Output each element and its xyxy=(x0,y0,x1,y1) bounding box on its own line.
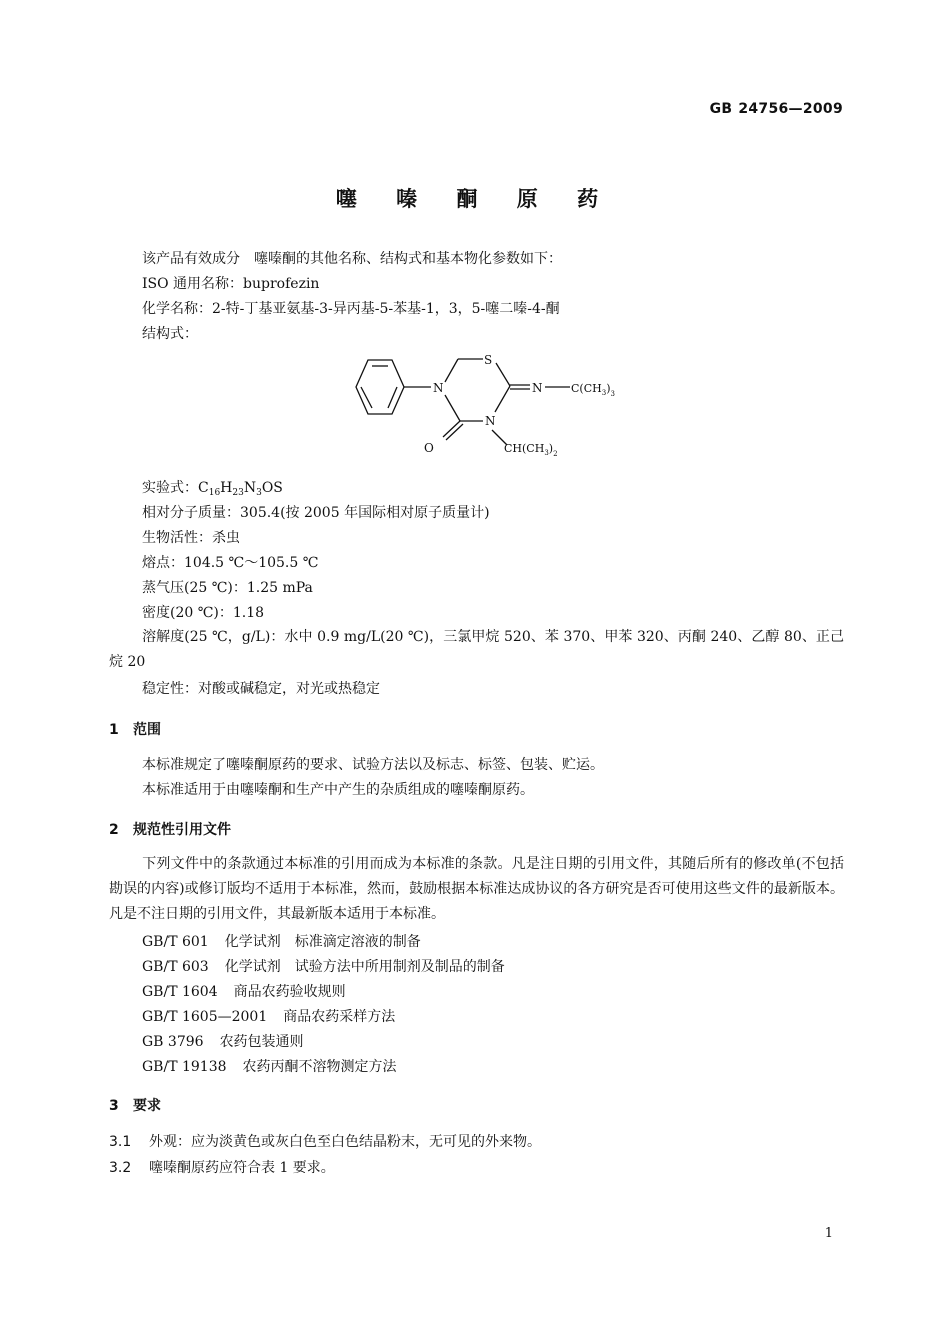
molar-mass: 相对分子质量：305.4(按 2005 年国际相对原子质量计) xyxy=(142,505,490,521)
vapor-pressure: 蒸气压(25 ℃)：1.25 mPa xyxy=(142,580,313,596)
page-number: 1 xyxy=(824,1226,833,1241)
atom-n-bottom: N xyxy=(485,414,496,428)
section-1-paragraph: 本标准适用于由噻嗪酮和生产中产生的杂质组成的噻嗪酮原药。 xyxy=(142,782,534,798)
requirement-item: 3.2 噻嗪酮原药应符合表 1 要求。 xyxy=(109,1160,335,1176)
section-1-paragraph: 本标准规定了噻嗪酮原药的要求、试验方法以及标志、标签、包装、贮运。 xyxy=(142,757,604,773)
reference-item: GB 3796 农药包装通则 xyxy=(142,1034,304,1050)
section-3-heading: 3 要求 xyxy=(109,1098,161,1114)
atom-o: O xyxy=(424,441,434,455)
standard-code: 24756—2009 xyxy=(738,101,843,117)
reference-item: GB/T 1605—2001 商品农药采样方法 xyxy=(142,1009,396,1025)
section-2-heading: 2 规范性引用文件 xyxy=(109,822,231,838)
empirical-formula: 实验式：$C_{16}H_{23}N_3OS$ xyxy=(142,480,283,498)
requirement-item: 3.1 外观：应为淡黄色或灰白色至白色结晶粉末，无可见的外来物。 xyxy=(109,1134,541,1150)
section-1-heading: 1 范围 xyxy=(109,722,161,738)
structural-formula xyxy=(330,345,640,465)
atom-n-exo: N xyxy=(532,381,543,395)
reference-item: GB/T 601 化学试剂 标准滴定溶液的制备 xyxy=(142,934,421,950)
stability: 稳定性：对酸或碱稳定，对光或热稳定 xyxy=(142,681,380,697)
intro-line: 该产品有效成分 噻嗪酮的其他名称、结构式和基本物化参数如下： xyxy=(142,251,562,267)
density: 密度(20 ℃)：1.18 xyxy=(142,605,265,621)
benzene-ring xyxy=(356,360,404,414)
standard-prefix: GB xyxy=(709,101,733,117)
chemical-name: 化学名称：2-特-丁基亚氨基-3-异丙基-5-苯基-1，3，5-噻二嗪-4-酮 xyxy=(142,301,560,317)
reference-item: GB/T 19138 农药丙酮不溶物测定方法 xyxy=(142,1059,397,1075)
solubility: 溶解度(25 ℃，g/L)：水中 0.9 mg/L(20 ℃)，三氯甲烷 520、苯 370、甲苯 320、丙酮 240、乙醇 80、正己烷 20 xyxy=(109,629,844,670)
tert-butyl-group: $C(CH_3)_3$ xyxy=(571,382,615,398)
section-2-paragraph: 下列文件中的条款通过本标准的引用而成为本标准的条款。凡是注日期的引用文件，其随后所有的修改单(不包括勘误的内容)或修订版均不适用于本标准，然而，鼓励根据本标准达成协议的各方研究是否可使用这些文件的最新版本。凡是不注日期的引用文件，其最新版本适用于本标准。 xyxy=(109,856,844,922)
page-title: 噻 嗪 酮 原 药 xyxy=(335,187,615,211)
biological-activity: 生物活性：杀虫 xyxy=(142,530,240,546)
atom-n-left: N xyxy=(433,381,444,395)
standard-number xyxy=(710,101,843,117)
reference-item: GB/T 1604 商品农药验收规则 xyxy=(142,984,346,1000)
reference-item: GB/T 603 化学试剂 试验方法中所用制剂及制品的制备 xyxy=(142,959,505,975)
melting-point: 熔点：104.5 ℃～105.5 ℃ xyxy=(142,555,319,571)
thiadiazinane-ring-bonds xyxy=(404,359,570,445)
isopropyl-group: $CH(CH_3)_2$ xyxy=(504,442,558,458)
atom-s: S xyxy=(484,353,493,367)
structure-label: 结构式： xyxy=(142,326,198,342)
iso-name: ISO 通用名称：buprofezin xyxy=(142,276,320,292)
